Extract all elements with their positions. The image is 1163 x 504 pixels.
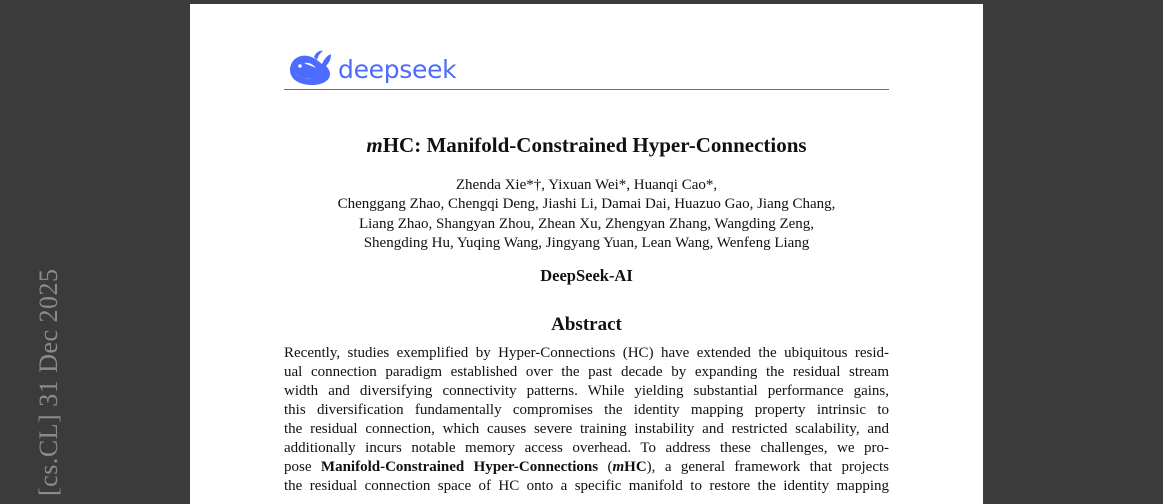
logo-wordmark: deepseek xyxy=(338,54,457,84)
author-line: Liang Zhao, Shangyan Zhou, Zhean Xu, Zhengyan Zhang, Wangding Zeng, xyxy=(358,215,815,232)
arxiv-stamp xyxy=(8,268,63,502)
arxiv-stamp-text: [cs.CL] 31 Dec 2025 xyxy=(34,268,63,496)
author-list xyxy=(190,176,983,253)
paper-page xyxy=(190,4,983,504)
author-line: Zhenda Xie*†, Yixuan Wei*, Huanqi Cao*, xyxy=(455,177,718,193)
header-divider xyxy=(284,89,889,90)
author-line: Shengding Hu, Yuqing Wang, Jingyang Yuan, Lean Wang, Wenfeng Liang xyxy=(363,234,810,251)
abstract-line xyxy=(284,458,889,477)
method-abbrev: HC xyxy=(624,459,647,475)
abstract-text xyxy=(284,344,889,496)
title-main: HC: Manifold-Constrained Hyper-Connections xyxy=(382,133,807,157)
method-abbrev-prefix: m xyxy=(612,459,625,475)
abstract-line: the residual connection, which causes severe training instability and restricted scalability, and xyxy=(284,421,889,437)
abstract-line: this diversification fundamentally compromises the identity mapping property intrinsic to xyxy=(284,402,889,418)
deepseek-logo xyxy=(286,48,456,88)
method-name: Manifold-Constrained Hyper-Connections xyxy=(320,459,599,475)
abstract-line: ual connection paradigm established over the past decade by expanding the residual stream xyxy=(284,364,889,380)
abstract-heading: Abstract xyxy=(551,314,622,335)
abstract-line: the residual connection space of HC onto a specific manifold to restore the identity mapping xyxy=(284,478,889,494)
abstract-text-run: ( xyxy=(598,459,613,475)
affiliation: DeepSeek-AI xyxy=(540,266,633,285)
title-prefix: m xyxy=(366,133,383,157)
abstract-line: width and diversifying connectivity patterns. While yielding substantial performance gains, xyxy=(284,383,889,399)
abstract-line: additionally incurs notable memory access overhead. To address these challenges, we pro- xyxy=(284,440,889,456)
paper-title xyxy=(190,133,983,158)
abstract-line: Recently, studies exemplified by Hyper-Connections (HC) have extended the ubiquitous resid- xyxy=(284,345,889,361)
abstract-text-run: pose xyxy=(284,459,321,475)
author-line: Chenggang Zhao, Chengqi Deng, Jiashi Li, Damai Dai, Huazuo Gao, Jiang Chang, xyxy=(337,196,836,213)
abstract-text-run: ), a general framework that projects xyxy=(646,459,889,475)
whale-icon xyxy=(286,48,336,88)
